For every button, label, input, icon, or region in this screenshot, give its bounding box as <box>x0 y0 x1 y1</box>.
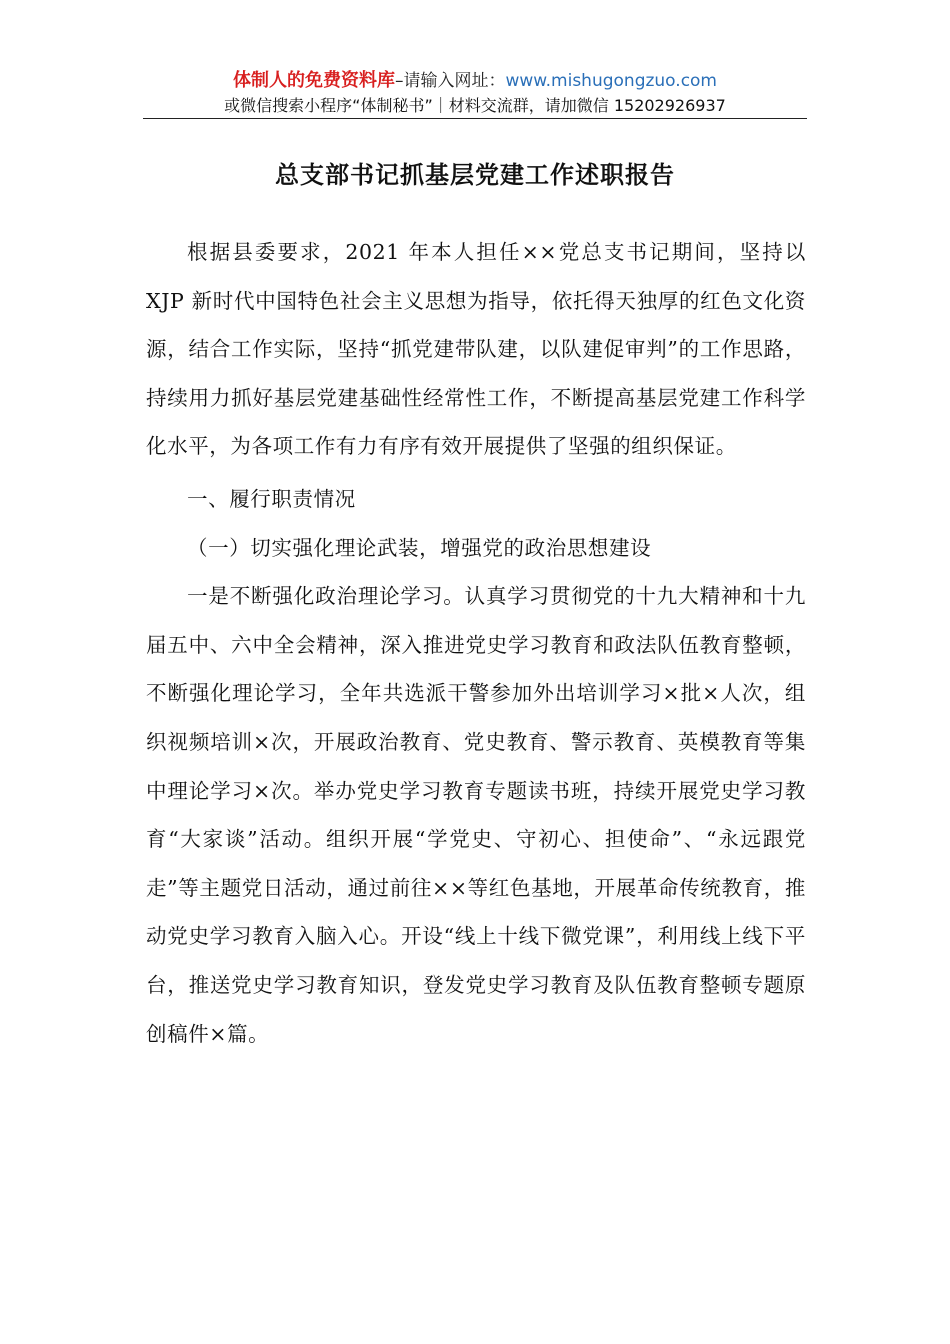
document-title: 总支部书记抓基层党建工作述职报告 <box>275 160 675 189</box>
paragraph-body-1: 一是不断强化政治理论学习。认真学习贯彻党的十九大精神和十九届五中、六中全会精神，深入推进党史学习教育和政法队伍教育整顿，不断强化理论学习，全年共选派干警参加外出培训学习×批×人次，组织视频培训×次，开展政治教育、党史教育、警示教育、英模教育等集中理论学习×次。举办党史学习教育专题读书班，持续开展党史学习教育“大家谈”活动。组织开展“学党史、守初心、担使命”、“永远跟党走”等主题党日活动，通过前往××等红色基地，开展革命传统教育，推动党史学习教育入脑入心。开设“线上十线下微党课”，利用线上线下平台，推送党史学习教育知识，登发党史学习教育及队伍教育整顿专题原创稿件×篇。 <box>146 584 806 1046</box>
header-divider <box>143 118 807 119</box>
header-line-1 <box>143 68 807 94</box>
header-line-2: 或微信搜索小程序“体制秘书”｜材料交流群，请加微信 15202926937 <box>224 96 726 115</box>
subsection-heading-1: （一）切实强化理论武装，增强党的政治思想建设 <box>187 535 652 560</box>
header-url-link[interactable]: www.mishugongzuo.com <box>505 71 717 91</box>
header-brand: 体制人的免费资料库 <box>232 70 395 91</box>
section-heading-1: 一、履行职责情况 <box>187 486 356 511</box>
page-header <box>143 68 807 118</box>
document-body <box>146 228 806 1058</box>
paragraph-intro: 根据县委要求，2021 年本人担任××党总支书记期间，坚持以 XJP 新时代中国特色社会主义思想为指导，依托得天独厚的红色文化资源，结合工作实际，坚持“抓党建带队建，以队建促审判”的工作思路，持续用力抓好基层党建基础性经常性工作，不断提高基层党建工作科学化水平，为各项工作有力有序有效开展提供了坚强的组织保证。 <box>146 240 806 459</box>
header-prompt: –请输入网址： <box>394 71 506 91</box>
